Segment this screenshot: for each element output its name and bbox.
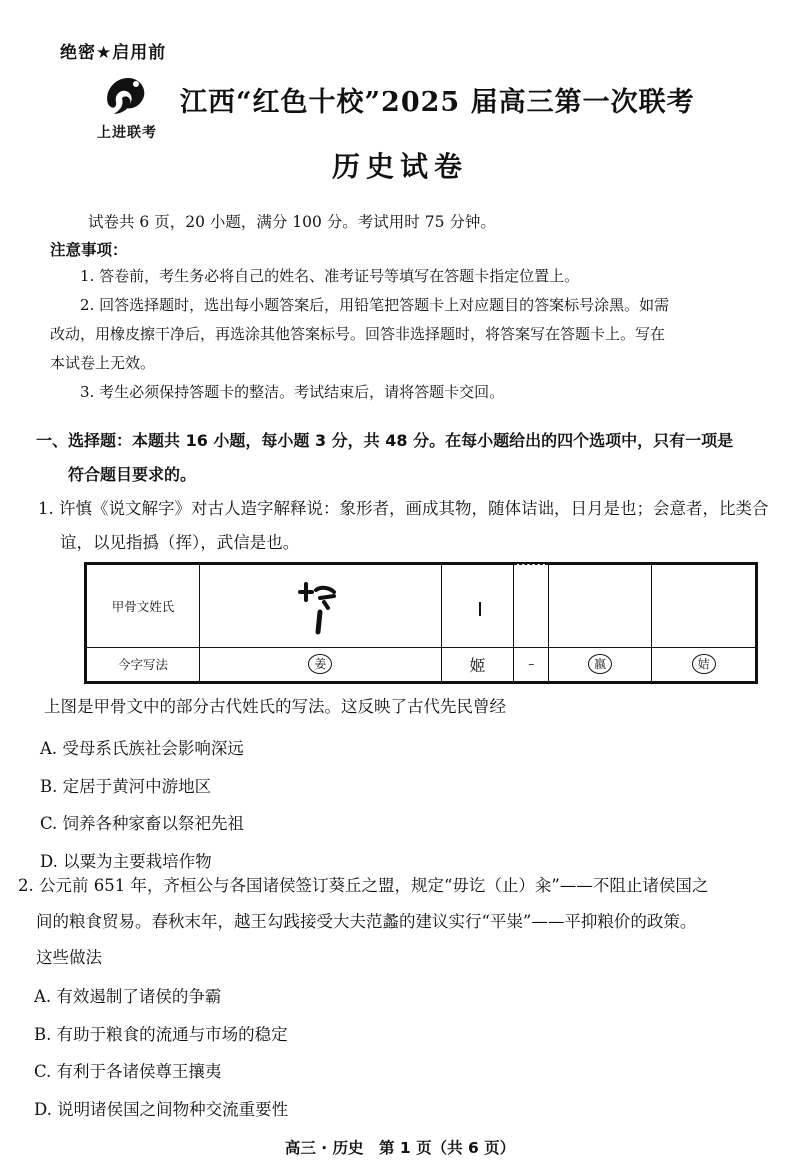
notice-item: 本试卷上无效。 [50,354,156,372]
option-d: D. 以粟为主要栽培作物 [40,851,212,871]
modern-char: 嬴 [588,654,612,674]
notice-list [50,262,785,407]
question-2-options [34,978,288,1128]
option-d: D. 说明诸侯国之间物种交流重要性 [34,1099,289,1119]
notice-item: 2. 回答选择题时，选出每小题答案后，用铅笔把答题卡上对应题目的答案标号涂黑。如需 [80,296,670,314]
row-label-modern: 今字写法 [87,647,200,681]
option-c: C. 有利于各诸侯尊王攘夷 [34,1062,222,1081]
question-1 [38,492,769,560]
option-a: A. 有效遏制了诸侯的争霸 [34,987,222,1006]
notice-item: 3. 考生必须保持答题卡的整洁。考试结束后，请将答题卡交回。 [80,383,505,401]
modern-char-cell [652,647,756,681]
notice-item: 改动，用橡皮擦干净后，再选涂其他答案标号。回答非选择题时，将答案写在答题卡上。写在 [50,325,666,343]
oracle-glyph-image [290,572,350,636]
question-2-line: 间的粮食贸易。春秋末年，越王勾践接受大夫范蠡的建议实行“平粜”——平抑粮价的政策。 [36,912,697,931]
option-a: A. 受母系氏族社会影响深远 [40,739,244,758]
page-footer: 高三 · 历史 第 1 页（共 6 页） [284,1139,516,1157]
modern-char-dash: – [528,656,535,671]
option-b: B. 定居于黄河中游地区 [40,776,212,796]
modern-char: 姞 [692,654,716,674]
oracle-glyph-cell [652,565,756,648]
modern-char-cell [200,647,442,681]
section-heading-line: 一、选择题：本题共 16 小题，每小题 3 分，共 48 分。在每小题给出的四个选项中，只有一项是 [36,431,734,450]
exam-logo [88,72,166,144]
row-label-oracle: 甲骨文姓氏 [87,565,200,648]
oracle-bone-table [84,562,758,684]
logo-text: 上进联考 [97,125,157,141]
modern-char-cell [514,647,549,681]
question-1-stem: 上图是甲骨文中的部分古代姓氏的写法。这反映了古代先民曾经 [44,697,506,716]
exam-title: 江西“红色十校”2025 届高三第一次联考 [180,87,695,118]
oracle-glyph-cell [441,565,514,648]
question-2-line: 这些做法 [36,948,102,967]
question-1-line: 1. 许慎《说文解字》对古人造字解释说：象形者，画成其物，随体诘诎，日月是也；会意者，比类合 [38,499,769,518]
section-heading [36,424,796,492]
notice-item: 1. 答卷前，考生务必将自己的姓名、准考证号等填写在答题卡指定位置上。 [80,267,580,285]
confidential-mark: 绝密★启用前 [60,43,167,63]
option-b: B. 有助于粮食的流通与市场的稳定 [34,1024,288,1044]
question-2 [18,868,708,976]
oracle-glyph-cell [548,565,652,648]
modern-char-cell [441,647,514,681]
subject-title: 历史试卷 [331,150,468,183]
question-2-line: 2. 公元前 651 年，齐桓公与各国诸侯签订葵丘之盟，规定“毋讫（止）籴”——不阻止诸侯国之 [18,876,709,895]
modern-char: 姬 [469,655,486,675]
section-heading-line: 符合题目要求的。 [68,465,197,484]
oracle-glyph-cell [200,565,442,648]
modern-char: 姜 [308,654,332,674]
notice-heading: 注意事项： [50,241,128,259]
glyph-tick [473,602,481,616]
modern-char-cell [548,647,652,681]
logo-brush-icon [102,74,148,118]
question-1-options [40,730,244,880]
exam-info: 试卷共 6 页，20 小题，满分 100 分。考试用时 75 分钟。 [88,213,496,231]
oracle-glyph-cell [514,565,549,648]
question-1-line: 谊，以见指撝（挥），武信是也。 [60,533,300,552]
option-c: C. 饲养各种家畜以祭祀先祖 [40,814,245,833]
